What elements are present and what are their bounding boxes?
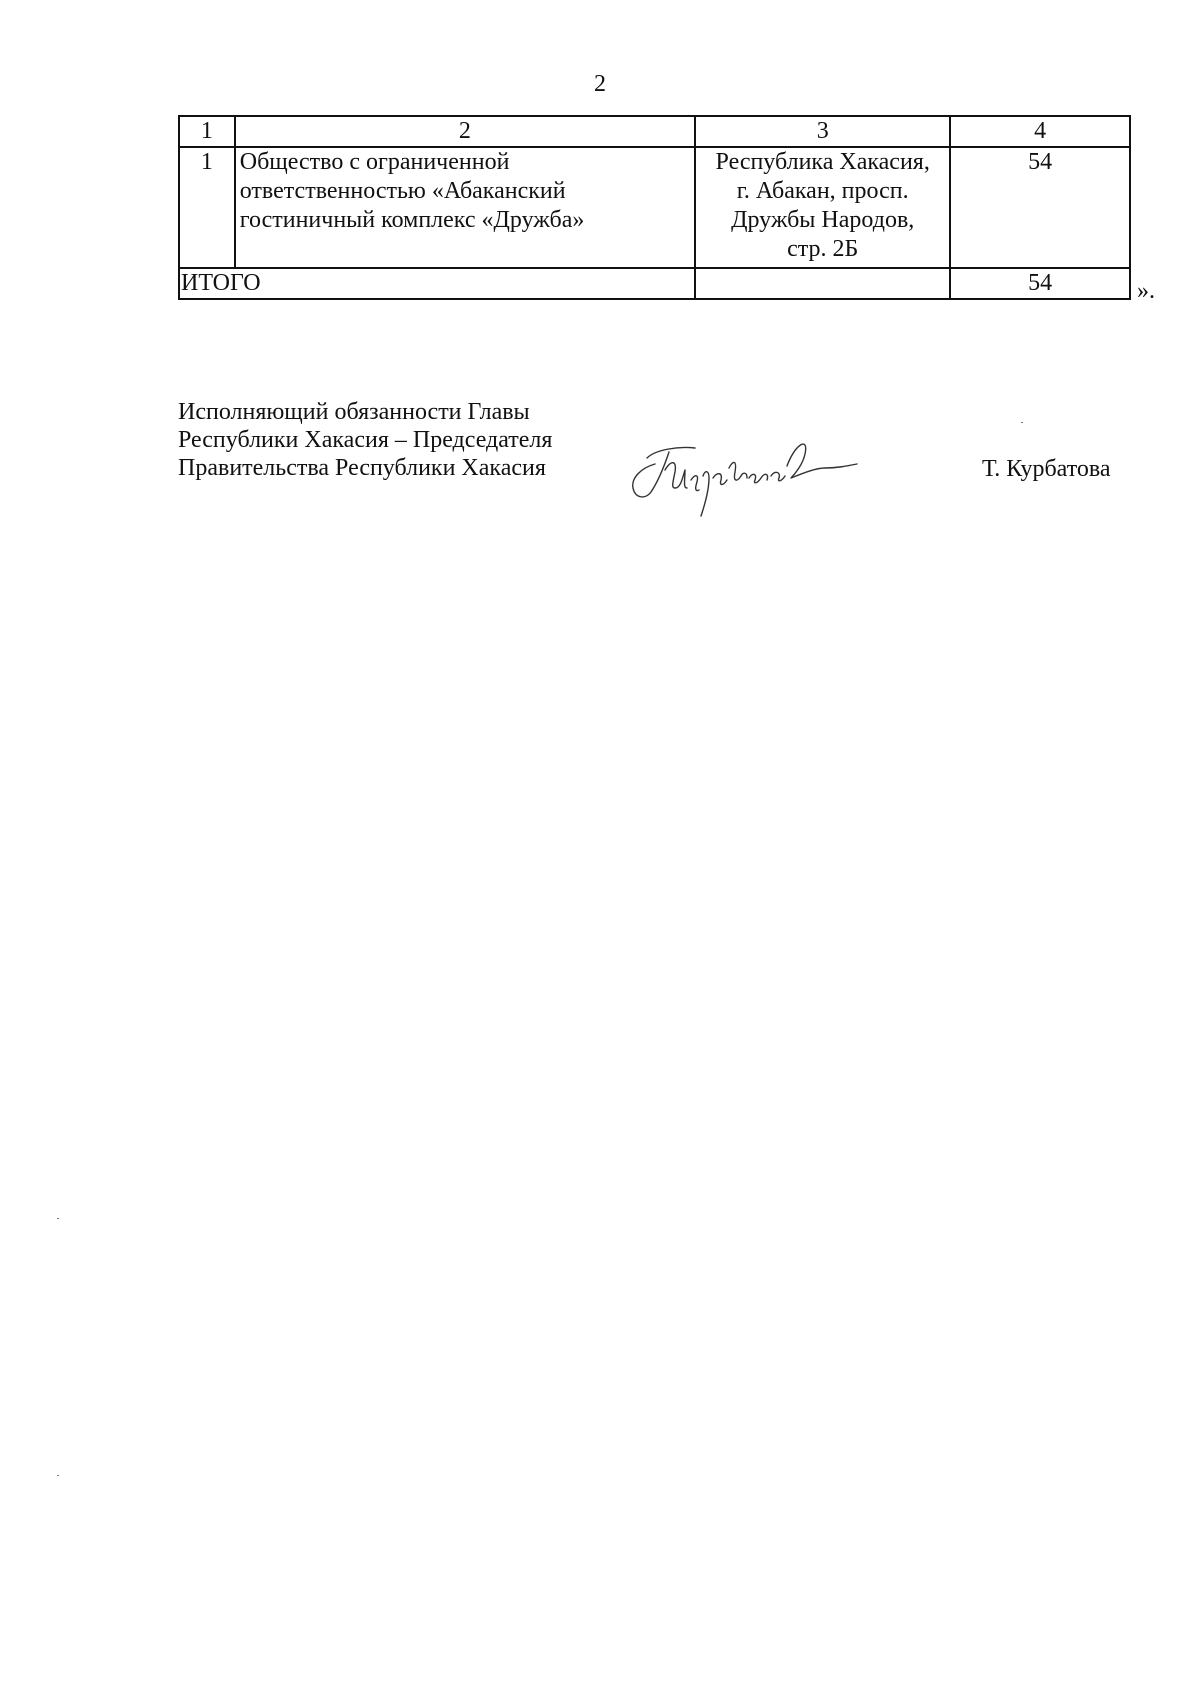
signatory-title-line: Правительства Республики Хакасия: [178, 455, 546, 481]
organization-name-line: гостиничный комплекс «Дружба»: [239, 207, 585, 233]
closing-quote: ».: [1137, 278, 1155, 304]
organization-address: [695, 147, 950, 268]
total-label: ИТОГО: [179, 268, 695, 299]
row-number: 1: [179, 147, 235, 268]
total-col-3: [695, 268, 950, 299]
signatory-title: [178, 398, 552, 482]
header-col-2: 2: [235, 116, 695, 147]
scan-speck: [57, 1475, 59, 1476]
address-line: Республика Хакасия,: [715, 149, 930, 175]
header-col-1: 1: [179, 116, 235, 147]
organizations-table: [178, 115, 1131, 300]
organization-name-line: ответственностью «Абаканский: [239, 178, 566, 204]
address-line: Дружбы Народов,: [731, 207, 915, 233]
total-row: [179, 268, 1130, 299]
table-row: [179, 147, 1130, 268]
row-value: 54: [950, 147, 1130, 268]
signer-name: Т. Курбатова: [982, 456, 1111, 482]
organization-name-line: Общество с ограниченной: [239, 149, 510, 175]
signatory-title-line: Исполняющий обязанности Главы: [178, 399, 530, 425]
handwritten-signature: [625, 430, 860, 520]
total-value: 54: [950, 268, 1130, 299]
header-col-3: 3: [695, 116, 950, 147]
signatory-title-line: Республики Хакасия – Председателя: [178, 427, 553, 453]
organization-name: [235, 147, 695, 268]
address-line: стр. 2Б: [787, 236, 859, 262]
address-line: г. Абакан, просп.: [736, 178, 909, 204]
table-header-row: [179, 116, 1130, 147]
scan-speck: [57, 1218, 59, 1219]
header-col-4: 4: [950, 116, 1130, 147]
page-number: 2: [594, 71, 606, 97]
scan-speck: [1021, 422, 1023, 423]
